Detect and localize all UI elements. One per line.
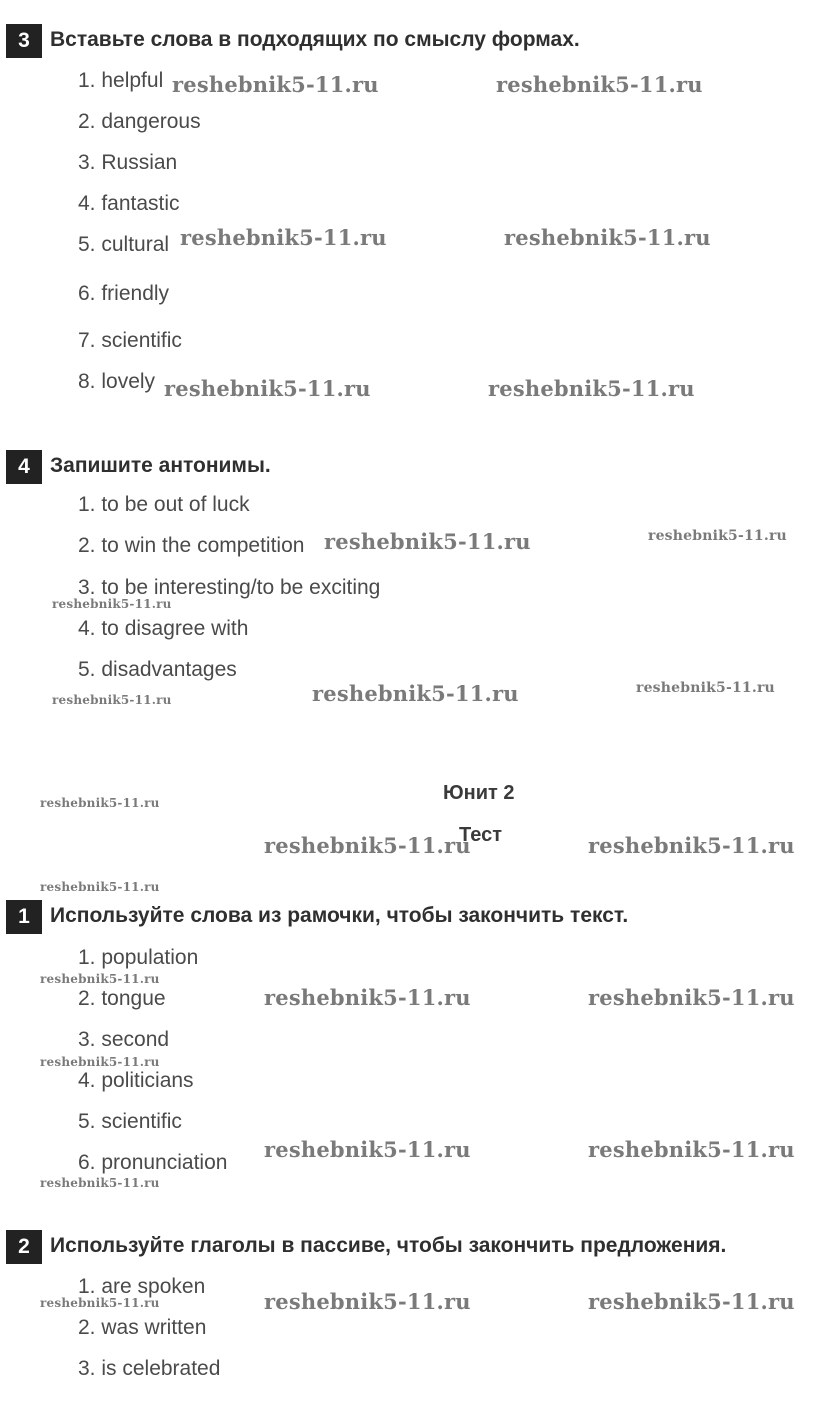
answer-item: 4. to disagree with — [78, 617, 249, 640]
unit-title: Юнит 2 — [443, 782, 515, 804]
watermark-text: reshebnik5-11.ru — [588, 1289, 795, 1314]
answer-item: 7. scientific — [78, 329, 182, 352]
watermark-text: reshebnik5-11.ru — [52, 597, 172, 611]
watermark-text: reshebnik5-11.ru — [40, 880, 160, 894]
watermark-text: reshebnik5-11.ru — [40, 1055, 160, 1069]
answer-item: 3. Russian — [78, 151, 178, 174]
watermark-text: reshebnik5-11.ru — [40, 972, 160, 986]
answer-item: 1. are spoken — [78, 1275, 206, 1298]
answer-item: 2. was written — [78, 1316, 207, 1339]
watermark-text: reshebnik5-11.ru — [264, 1137, 471, 1162]
watermark-text: reshebnik5-11.ru — [588, 985, 795, 1010]
answer-item: 4. politicians — [78, 1069, 194, 1092]
watermark-text: reshebnik5-11.ru — [172, 72, 379, 97]
section-heading: Запишите антонимы. — [50, 454, 271, 477]
watermark-text: reshebnik5-11.ru — [312, 681, 519, 706]
watermark-text: reshebnik5-11.ru — [164, 376, 371, 401]
section-number-badge: 3 — [6, 24, 42, 58]
watermark-text: reshebnik5-11.ru — [40, 796, 160, 810]
watermark-text: reshebnik5-11.ru — [588, 1137, 795, 1162]
answer-item: 5. disadvantages — [78, 658, 237, 681]
watermark-text: reshebnik5-11.ru — [40, 1176, 160, 1190]
watermark-text: reshebnik5-11.ru — [180, 225, 387, 250]
watermark-text: reshebnik5-11.ru — [496, 72, 703, 97]
watermark-text: reshebnik5-11.ru — [648, 528, 787, 544]
answer-item: 2. tongue — [78, 987, 166, 1010]
section-heading: Используйте глаголы в пассиве, чтобы закончить предложения. — [50, 1234, 727, 1257]
answer-item: 6. friendly — [78, 282, 170, 305]
answer-item: 1. population — [78, 946, 199, 969]
answer-item: 5. scientific — [78, 1110, 182, 1133]
answer-item: 4. fantastic — [78, 192, 180, 215]
answer-item: 1. helpful — [78, 69, 164, 92]
watermark-text: reshebnik5-11.ru — [264, 1289, 471, 1314]
answer-item: 6. pronunciation — [78, 1151, 228, 1174]
watermark-text: reshebnik5-11.ru — [588, 833, 795, 858]
section-heading: Используйте слова из рамочки, чтобы закончить текст. — [50, 904, 629, 927]
answer-item: 3. to be interesting/to be exciting — [78, 576, 381, 599]
watermark-text: reshebnik5-11.ru — [636, 680, 775, 696]
watermark-text: reshebnik5-11.ru — [488, 376, 695, 401]
section-number-badge: 1 — [6, 900, 42, 934]
unit-subtitle: Тест — [459, 824, 502, 846]
answer-item: 5. cultural — [78, 233, 170, 256]
section-number-badge: 2 — [6, 1230, 42, 1264]
answer-item: 1. to be out of luck — [78, 493, 250, 516]
answer-item: 8. lovely — [78, 370, 156, 393]
answer-item: 3. second — [78, 1028, 170, 1051]
section-number-badge: 4 — [6, 450, 42, 484]
answer-item: 3. is celebrated — [78, 1357, 221, 1380]
watermark-text: reshebnik5-11.ru — [52, 693, 172, 707]
answer-item: 2. dangerous — [78, 110, 201, 133]
watermark-text: reshebnik5-11.ru — [264, 985, 471, 1010]
watermark-text: reshebnik5-11.ru — [324, 529, 531, 554]
section-heading: Вставьте слова в подходящих по смыслу формах. — [50, 28, 580, 51]
watermark-text: reshebnik5-11.ru — [40, 1296, 160, 1310]
watermark-text: reshebnik5-11.ru — [264, 833, 471, 858]
watermark-text: reshebnik5-11.ru — [504, 225, 711, 250]
answer-item: 2. to win the competition — [78, 534, 305, 557]
